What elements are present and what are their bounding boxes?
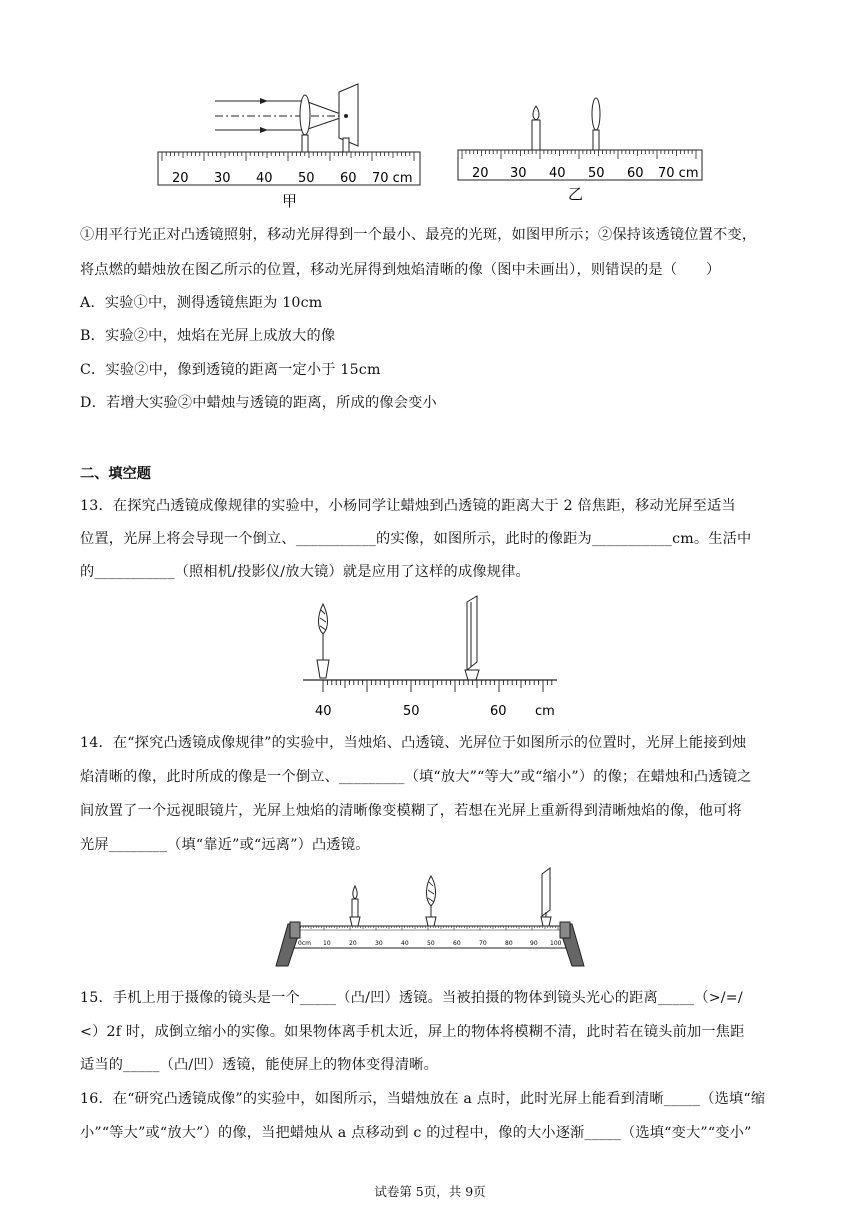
figure-q14 [270, 866, 590, 970]
tick-label: 60 [627, 166, 644, 181]
q12-option-b: B．实验②中，烛焰在光屏上成放大的像 [80, 328, 336, 344]
tick-label: 40 [549, 166, 566, 181]
figure-caption: 甲 [282, 192, 298, 210]
q13-line1: 13．在探究凸透镜成像规律的实验中，小杨同学让蜡烛到凸透镜的距离大于 2 倍焦距，移动光屏至适当 [80, 498, 736, 514]
q15-line1: 15．手机上用于摄像的镜头是一个_____（凸/凹）透镜。当被拍摄的物体到镜头光心的距离_____（>/=/ [80, 990, 743, 1006]
q15-line2: <）2f 时，成倒立缩小的实像。如果物体离手机太近，屏上的物体将模糊不清，此时若在镜头前加一焦距 [80, 1024, 745, 1040]
tick-label: 70 [479, 940, 487, 947]
q12-option-a: A．实验①中，测得透镜焦距为 10cm [80, 295, 323, 311]
tick-label: 0cm [298, 940, 311, 947]
tick-label: 40 [401, 940, 409, 947]
figure-caption: 乙 [568, 185, 584, 203]
q15-line3: 适当的_____（凸/凹）透镜，能使屏上的物体变得清晰。 [80, 1057, 438, 1073]
tick-label: 60 [490, 704, 507, 719]
q14-line3: 间放置了一个远视眼镜片，光屏上烛焰的清晰像变模糊了，若想在光屏上重新得到清晰烛焰的像，他可将 [80, 803, 742, 819]
tick-label: 60 [453, 940, 461, 947]
figure-q13 [295, 592, 565, 720]
tick-label: 20 [349, 940, 357, 947]
q16-line2: 小”“等大”或“放大”）的像，当把蜡烛从 a 点移动到 c 的过程中，像的大小逐渐_____（选填“变大”“变小” [80, 1125, 752, 1141]
q14-line4: 光屏________（填“靠近”或“远离”）凸透镜。 [80, 837, 370, 853]
figure-jia [150, 80, 430, 210]
q12-stem-line1: ①用平行光正对凸透镜照射，移动光屏得到一个最小、最亮的光斑，如图甲所示；②保持该透镜位置不变， [80, 227, 757, 243]
q12-stem-line2: 将点燃的蜡烛放在图乙所示的位置，移动光屏得到烛焰清晰的像（图中未画出），则错误的是（ ） [80, 262, 721, 278]
page-footer: 试卷第 5页，共 9页 [374, 1184, 486, 1199]
tick-label: 20 [472, 166, 489, 181]
tick-label: 50 [427, 940, 435, 947]
tick-label: 90 [530, 940, 538, 947]
figure-yi [450, 96, 710, 204]
tick-label: 80 [505, 940, 513, 947]
tick-label: 40 [256, 171, 273, 186]
tick-label: 30 [214, 171, 231, 186]
tick-label: 50 [298, 171, 315, 186]
tick-label: 50 [588, 166, 605, 181]
q14-line2: 焰清晰的像，此时所成的像是一个倒立、_________（填“放大”“等大”或“缩小”）的像；在蜡烛和凸透镜之 [80, 769, 752, 785]
q13-line3: 的___________（照相机/投影仪/放大镜）就是应用了这样的成像规律。 [80, 564, 530, 580]
q16-line1: 16．在“研究凸透镜成像”的实验中，如图所示，当蜡烛放在 a 点时，此时光屏上能看到清晰_____（选填“缩 [80, 1091, 766, 1107]
tick-label: 100 [550, 940, 562, 947]
q14-line1: 14．在“探究凸透镜成像规律”的实验中，当烛焰、凸透镜、光屏位于如图所示的位置时，光屏上能接到烛 [80, 735, 747, 751]
tick-label: 40 [315, 704, 332, 719]
tick-label: 30 [375, 940, 383, 947]
tick-label: cm [535, 704, 555, 719]
tick-label: 10 [323, 940, 331, 947]
q12-option-c: C．实验②中，像到透镜的距离一定小于 15cm [80, 362, 381, 378]
q12-option-d: D．若增大实验②中蜡烛与透镜的距离，所成的像会变小 [80, 395, 437, 411]
tick-label: 50 [403, 704, 420, 719]
q13-line2: 位置，光屏上将会导现一个倒立、___________的实像，如图所示，此时的像距为___________cm。生活中 [80, 531, 752, 547]
tick-label: 60 [340, 171, 357, 186]
tick-label: 70 cm [658, 166, 699, 181]
tick-label: 30 [510, 166, 527, 181]
section-title: 二、填空题 [80, 466, 151, 482]
tick-label: 70 cm [372, 171, 413, 186]
tick-label: 20 [172, 171, 189, 186]
